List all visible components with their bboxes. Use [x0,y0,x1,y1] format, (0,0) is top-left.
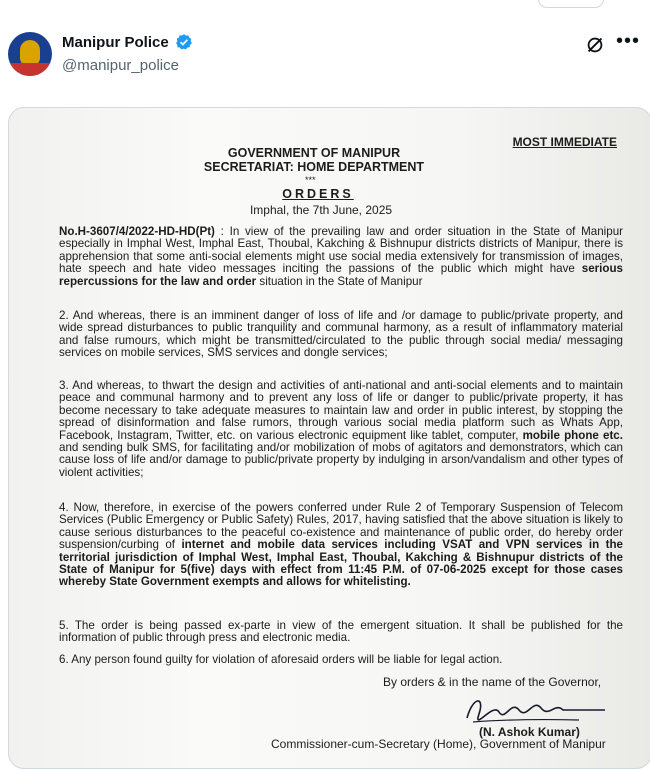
avatar-band [8,63,52,76]
paragraph-6: 6. Any person found guilty for violation of aforesaid orders will be liable for legal action. [59,653,503,666]
government-title: GOVERNMENT OF MANIPUR [227,146,401,160]
post-header [8,30,642,82]
more-options-icon[interactable]: ••• [615,30,640,52]
paragraph-5: 5. The order is being passed ex-parte in view of the emergent situation. It shall be published for the information of public through press and electronic media. [59,619,623,645]
grok-icon[interactable] [584,34,606,56]
order-reference: No.H-3607/4/2022-HD-HD(Pt) [59,225,215,238]
letterhead [169,146,459,174]
paragraph-3-end: and sending bulk SMS, for facilitating and/or mobilization of mobs of agitators and demonstrators, which can cause loss of life and/or damage to public/private property by indulging in arson/vandalism and other types of violent activities; [59,441,623,479]
paragraph-4-text: 4. Now, therefore, in exercise of the powers conferred under Rule 2 of Temporary Suspension of Telecom Services (Public Emergency or Public Safety) Rules, 2017, having satisfied that the above situation is likely to cause serious disturbances to the peaceful co-existence and maintenance of public order, do hereby order suspension/curbing of [59,501,623,552]
verified-badge-icon [175,33,193,51]
paragraph-3-text: 3. And whereas, to thwart the design and activities of anti-national and anti-social elements and to maintain peace and communal harmony and to prevent any loss of life or danger to public/private property, it has become necessary to take adequate measures to maintain law and order in public interest, by stopping the spread of disinformation and false rumors, through various social media platform such as Whats App, Facebook, Instagram, Twitter, etc. on various electronic equipment like tablet, computer, [59,379,623,442]
paragraph-4 [59,502,623,589]
author-name[interactable]: Manipur Police [62,33,169,51]
paragraph-3-bold: mobile phone etc. [522,428,623,442]
by-order-line: By orders & in the name of the Governor, [383,675,602,689]
paragraph-1-bold: serious repercussions for the law and order [59,262,623,288]
paragraph-2: 2. And whereas, there is an imminent danger of loss of life and /or damage to public/private property, and wide spread disturbances to public tranquility and communal harmony, as a result of inflammatory material and false rumours, which might be transmitted/circulated to the public through social media/ messaging services on mobile services, SMS services and dongle services; [59,309,623,360]
paragraph-1-text: : In view of the prevailing law and order situation in the State of Manipur especially in Imphal West, Imphal East, Thoubal, Kakching & Bishnupur districts districts of Manipur, there is apprehension that some anti-social elements might use social media extensively for transmission of images, hate speech and hate video messages inciting the passions of the public which might have [59,225,623,276]
secretariat-title: SECRETARIAT: HOME DEPARTMENT [203,160,425,174]
avatar[interactable] [8,32,52,76]
separator-stars: *** [305,175,316,185]
paragraph-1 [59,226,623,288]
paragraph-1-end: situation in the State of Manipur [259,274,423,288]
paragraph-4-bold: internet and mobile data services including VSAT and VPN services in the territorial jurisdiction of Imphal West, Imphal East, Thoubal, Kakching & Bishnupur districts of the State of Manipur for 5(five) days with effect from 11:45 P.M. of 07-06-2025 except for those cases whereby State Government exempts and allows for whitelisting. [59,538,623,589]
most-immediate-label: MOST IMMEDIATE [512,135,617,149]
signatory-name: (N. Ashok Kumar) [479,725,580,739]
orders-title: ORDERS [282,187,354,201]
author-handle[interactable]: @manipur_police [62,57,179,74]
place-date: Imphal, the 7th June, 2025 [249,203,393,217]
paragraph-3 [59,380,623,479]
attached-document-image[interactable] [8,107,650,769]
top-pill-button[interactable] [538,0,604,8]
author-row [62,33,193,51]
document-content [9,108,650,768]
signatory-designation: Commissioner-cum-Secretary (Home), Government of Manipur [271,737,606,751]
signature [459,692,609,728]
